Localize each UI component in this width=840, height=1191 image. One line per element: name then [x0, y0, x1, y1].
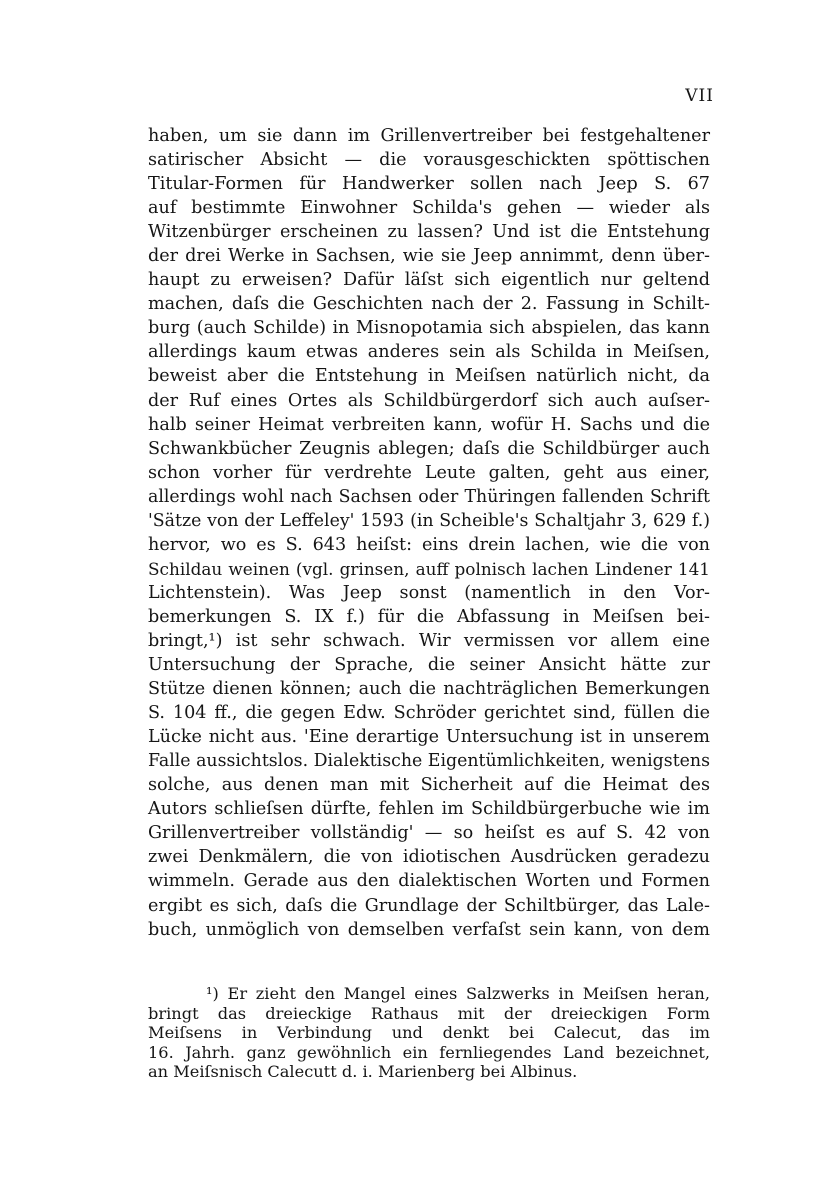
text-line: allerdings kaum etwas anderes sein als Schilda in Meiſsen,: [148, 342, 710, 363]
text-line: beweist aber die Entstehung in Meiſsen natürlich nicht, da: [148, 366, 710, 387]
text-line: allerdings wohl nach Sachsen oder Thüringen fallenden Schrift: [148, 486, 710, 507]
text-line: Schildau weinen (vgl. grinsen, auff polnisch lachen Lindener 141: [148, 558, 710, 579]
text-line: Titular-Formen für Handwerker sollen nach Jeep S. 67: [148, 174, 710, 195]
text-line: machen, daſs die Geschichten nach der 2. Fassung in Schilt-: [148, 294, 710, 315]
page-number: VII: [685, 86, 714, 106]
footnote-line: ¹) Er zieht den Mangel eines Salzwerks in Meiſsen heran,: [206, 984, 710, 1003]
text-line: ergibt es sich, daſs die Grundlage der Schiltbürger, das Lale-: [148, 895, 710, 916]
text-line: 'Sätze von der Leffeley' 1593 (in Scheible's Schaltjahr 3, 629 f.): [148, 510, 710, 531]
text-line: Grillenvertreiber vollständig' — so heiſst es auf S. 42 von: [148, 823, 710, 844]
text-line: burg (auch Schilde) in Misnopotamia sich abspielen, das kann: [148, 318, 710, 339]
text-line: solche, aus denen man mit Sicherheit auf die Heimat des: [148, 775, 710, 796]
text-line: der Ruf eines Ortes als Schildbürgerdorf sich auch auſser-: [148, 390, 710, 411]
text-line: Lichtenstein). Was Jeep sonst (namentlich in den Vor-: [148, 582, 710, 603]
text-line: buch, unmöglich von demselben verfaſst sein kann, von dem: [148, 919, 710, 940]
text-line: zwei Denkmälern, die von idiotischen Ausdrücken geradezu: [148, 847, 710, 868]
footnote-line: 16. Jahrh. ganz gewöhnlich ein fernliegendes Land bezeichnet,: [148, 1042, 710, 1062]
body-text: [148, 124, 710, 942]
text-line: satirischer Absicht — die vorausgeschickten spöttischen: [148, 150, 710, 171]
text-line: Untersuchung der Sprache, die seiner Ansicht hätte zur: [148, 655, 710, 676]
footnote: [148, 984, 710, 1082]
text-line: schon vorher für verdrehte Leute galten, geht aus einer,: [148, 462, 710, 483]
text-line: haupt zu erweisen? Dafür läſst sich eigentlich nur geltend: [148, 270, 710, 291]
footnote-line: Meiſsens in Verbindung und denkt bei Calecut, das im: [148, 1023, 710, 1042]
text-line: halb seiner Heimat verbreiten kann, wofür H. Sachs und die: [148, 414, 710, 435]
text-line: Lücke nicht aus. 'Eine derartige Untersuchung ist in unserem: [148, 727, 710, 748]
text-line: auf bestimmte Einwohner Schilda's gehen — wieder als: [148, 198, 710, 219]
text-line: S. 104 ff., die gegen Edw. Schröder gerichtet sind, füllen die: [148, 703, 710, 724]
text-line: bringt,¹) ist sehr schwach. Wir vermissen vor allem eine: [148, 630, 710, 651]
text-line: wimmeln. Gerade aus den dialektischen Worten und Formen: [148, 871, 710, 892]
text-line: haben, um sie dann im Grillenvertreiber bei festgehaltener: [148, 126, 710, 146]
text-line: Falle aussichtslos. Dialektische Eigentümlichkeiten, wenigstens: [148, 751, 710, 772]
text-line: Autors schlieſsen dürfte, fehlen im Schildbürgerbuche wie im: [148, 799, 710, 820]
text-line: Witzenbürger erscheinen zu lassen? Und ist die Entstehung: [148, 222, 710, 243]
footnote-line: an Meiſsnisch Calecutt d. i. Marienberg bei Albinus.: [148, 1062, 578, 1081]
text-line: Schwankbücher Zeugnis ablegen; daſs die Schildbürger auch: [148, 438, 710, 459]
text-line: der drei Werke in Sachsen, wie sie Jeep annimmt, denn über-: [148, 246, 710, 267]
text-line: bemerkungen S. IX f.) für die Abfassung in Meiſsen bei-: [148, 606, 710, 627]
text-line: Stütze dienen können; auch die nachträglichen Bemerkungen: [148, 679, 710, 700]
footnote-line: bringt das dreieckige Rathaus mit der dreieckigen Form: [148, 1003, 710, 1023]
text-line: hervor, wo es S. 643 heiſst: eins drein lachen, wie die von: [148, 534, 710, 555]
